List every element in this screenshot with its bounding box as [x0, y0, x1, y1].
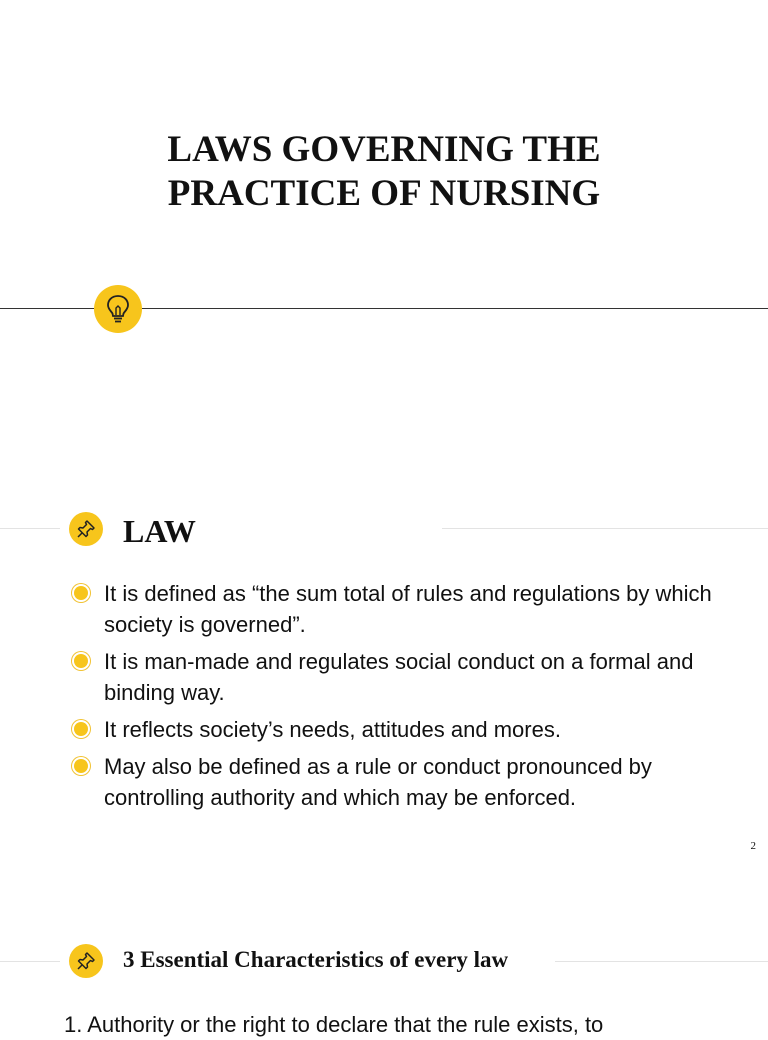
divider-right [142, 308, 768, 309]
divider-left [0, 308, 94, 309]
bullet-text: It reflects society’s needs, attitudes and mores. [104, 717, 561, 742]
bullet-text: May also be defined as a rule or conduct pronounced by controlling authority and which may be enforced. [104, 754, 652, 810]
list-item: 1. Authority or the right to declare that the rule exists, to [64, 1012, 604, 1037]
bullet-icon [74, 722, 88, 736]
divider-left [0, 961, 60, 962]
slide-heading: 3 Essential Characteristics of every law [123, 947, 509, 972]
title-slide [0, 0, 768, 430]
bullet-list [74, 578, 724, 819]
title-line-2: PRACTICE OF NURSING [167, 173, 601, 214]
characteristics-slide [0, 905, 768, 1037]
bullet-text: It is man-made and regulates social conduct on a formal and binding way. [104, 649, 694, 705]
list-item [74, 578, 724, 640]
bullet-icon [74, 654, 88, 668]
divider-right [442, 528, 768, 529]
list-item [74, 646, 724, 708]
list-item [74, 751, 724, 813]
pushpin-icon [69, 512, 103, 546]
law-slide [0, 470, 768, 870]
lightbulb-icon [94, 285, 142, 333]
divider-left [0, 528, 60, 529]
pushpin-icon [69, 944, 103, 978]
divider-right [555, 961, 768, 962]
slide-heading: LAW [123, 513, 196, 549]
bullet-icon [74, 759, 88, 773]
list-item [74, 714, 724, 745]
bullet-text: It is defined as “the sum total of rules and regulations by which society is governed”. [104, 581, 712, 637]
bullet-icon [74, 586, 88, 600]
page-number: 2 [750, 840, 756, 852]
slide-title [0, 128, 768, 216]
title-line-1: LAWS GOVERNING THE [167, 129, 601, 170]
